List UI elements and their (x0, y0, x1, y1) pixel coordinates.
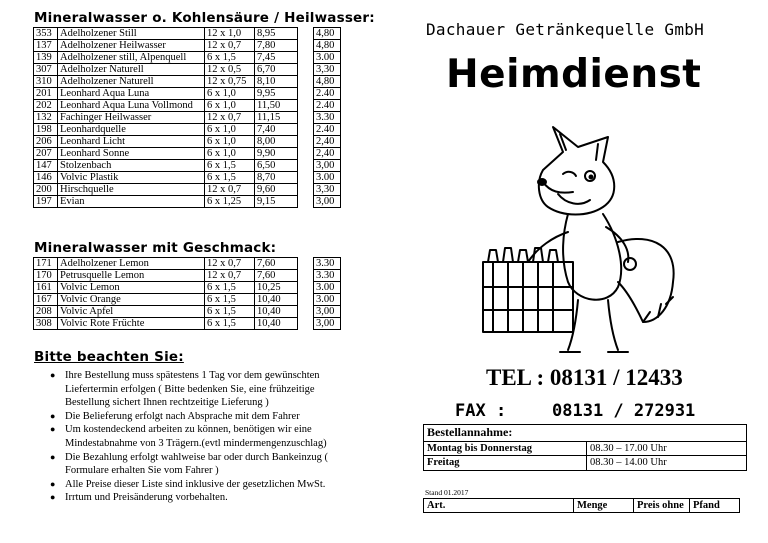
article-number: 146 (34, 172, 58, 184)
pack-size: 6 x 1,5 (205, 160, 255, 172)
table-row (34, 136, 341, 148)
spacer (298, 172, 314, 184)
spacer (298, 28, 314, 40)
price: 10,40 (255, 318, 298, 330)
flavored-water-title: Mineralwasser mit Geschmack: (34, 240, 277, 256)
list-item (50, 491, 350, 505)
price: 10,25 (255, 282, 298, 294)
order-hours-row (424, 441, 747, 456)
product-name: Leonhard Aqua Luna (58, 88, 205, 100)
spacer (298, 40, 314, 52)
deposit: 3,00 (314, 318, 341, 330)
deposit: 2.40 (314, 88, 341, 100)
price: 9,95 (255, 88, 298, 100)
table-row (34, 160, 341, 172)
product-name: Volvic Apfel (58, 306, 205, 318)
price: 7,80 (255, 40, 298, 52)
deposit: 3.00 (314, 282, 341, 294)
spacer (298, 318, 314, 330)
spacer (298, 100, 314, 112)
deposit: 3.00 (314, 294, 341, 306)
product-name: Adelholzener Naturell (58, 76, 205, 88)
price: 8,70 (255, 172, 298, 184)
stand-date: Stand 01.2017 (425, 488, 469, 497)
article-number: 208 (34, 306, 58, 318)
deposit: 4,80 (314, 40, 341, 52)
product-name: Volvic Rote Früchte (58, 318, 205, 330)
deposit: 3.30 (314, 270, 341, 282)
deposit: 2.40 (314, 100, 341, 112)
pack-size: 12 x 0,75 (205, 76, 255, 88)
order-hours-heading: Bestellannahme: (424, 425, 747, 442)
pack-size: 12 x 0,7 (205, 40, 255, 52)
pack-size: 6 x 1,0 (205, 100, 255, 112)
table-row (34, 196, 341, 208)
article-number: 307 (34, 64, 58, 76)
table-row (34, 270, 341, 282)
product-name: Hirschquelle (58, 184, 205, 196)
spacer (298, 294, 314, 306)
still-water-title: Mineralwasser o. Kohlensäure / Heilwasser: (34, 10, 375, 26)
deposit: 4,80 (314, 28, 341, 40)
pack-size: 6 x 1,5 (205, 282, 255, 294)
article-number: 147 (34, 160, 58, 172)
article-number: 207 (34, 148, 58, 160)
deposit: 3,00 (314, 306, 341, 318)
table-row (34, 318, 341, 330)
pack-size: 6 x 1,0 (205, 124, 255, 136)
article-number: 170 (34, 270, 58, 282)
spacer (298, 76, 314, 88)
product-name: Leonhard Aqua Luna Vollmond (58, 100, 205, 112)
article-number: 139 (34, 52, 58, 64)
deposit: 4,80 (314, 76, 341, 88)
table-row (34, 184, 341, 196)
deposit: 3,30 (314, 184, 341, 196)
table-row (34, 148, 341, 160)
deposit: 3.00 (314, 172, 341, 184)
deposit: 3,00 (314, 196, 341, 208)
service-title: Heimdienst (446, 52, 702, 97)
pack-size: 6 x 1,25 (205, 196, 255, 208)
product-name: Adelholzener Still (58, 28, 205, 40)
order-hours-row (424, 456, 747, 471)
spacer (298, 52, 314, 64)
pack-size: 12 x 1,0 (205, 28, 255, 40)
price: 6,70 (255, 64, 298, 76)
spacer (298, 148, 314, 160)
article-number: 161 (34, 282, 58, 294)
price: 10,40 (255, 306, 298, 318)
table-row (34, 100, 341, 112)
pack-size: 6 x 1,5 (205, 306, 255, 318)
spacer (298, 184, 314, 196)
pack-size: 6 x 1,0 (205, 148, 255, 160)
order-hours: 08.30 – 17.00 Uhr (587, 441, 747, 456)
product-name: Leonhard Licht (58, 136, 205, 148)
table-row (34, 52, 341, 64)
product-name: Adelholzener Lemon (58, 258, 205, 270)
flavored-water-table (33, 257, 341, 330)
deposit: 3.00 (314, 52, 341, 64)
price: 9,15 (255, 196, 298, 208)
product-name: Leonhard Sonne (58, 148, 205, 160)
table-row (34, 124, 341, 136)
form-col-art: Art. (424, 499, 574, 513)
price: 8,00 (255, 136, 298, 148)
price: 7,45 (255, 52, 298, 64)
pack-size: 6 x 1,5 (205, 172, 255, 184)
bullet-icon: ● (50, 478, 56, 489)
form-col-menge: Menge (574, 499, 634, 513)
note-text: Um kostendeckend arbeiten zu können, benötigen wir eine Mindestabnahme von 3 Trägern.(evtl mindermengenzuschlag) (65, 424, 327, 449)
spacer (298, 64, 314, 76)
table-row (34, 282, 341, 294)
product-name: Volvic Plastik (58, 172, 205, 184)
pack-size: 12 x 0,7 (205, 112, 255, 124)
pack-size: 6 x 1,0 (205, 136, 255, 148)
article-number: 201 (34, 88, 58, 100)
pack-size: 12 x 0,7 (205, 184, 255, 196)
note-text: Alle Preise dieser Liste sind inklusive der gesetzlichen MwSt. (65, 478, 326, 490)
note-text: Die Belieferung erfolgt nach Absprache mit dem Fahrer (65, 410, 300, 422)
table-row (34, 28, 341, 40)
company-name: Dachauer Getränkequelle GmbH (426, 20, 705, 39)
deposit: 2,40 (314, 148, 341, 160)
product-name: Volvic Lemon (58, 282, 205, 294)
article-number: 353 (34, 28, 58, 40)
telephone: TEL : 08131 / 12433 (486, 365, 683, 390)
form-col-pfand: Pfand (690, 499, 740, 513)
bullet-icon: ● (50, 451, 56, 462)
form-col-preis: Preis ohne (634, 499, 690, 513)
deposit: 3.30 (314, 112, 341, 124)
article-number: 197 (34, 196, 58, 208)
product-name: Evian (58, 196, 205, 208)
product-name: Petrusquelle Lemon (58, 270, 205, 282)
table-row (34, 172, 341, 184)
price: 8,95 (255, 28, 298, 40)
bullet-icon: ● (50, 410, 56, 421)
spacer (298, 270, 314, 282)
notes-list (50, 369, 350, 505)
note-text: Die Bezahlung erfolgt wahlweise bar oder durch Bankeinzug ( Formulare erhalten Sie vom Fahrer ) (65, 451, 328, 477)
deposit: 3,30 (314, 64, 341, 76)
deposit: 2,40 (314, 136, 341, 148)
order-form-header (423, 498, 740, 513)
list-item (50, 423, 350, 450)
list-item (50, 478, 350, 492)
product-name: Stolzenbach (58, 160, 205, 172)
note-text: Irrtum und Preisänderung vorbehalten. (65, 492, 228, 504)
price: 11,50 (255, 100, 298, 112)
price: 9,90 (255, 148, 298, 160)
pack-size: 12 x 0,7 (205, 258, 255, 270)
list-item (50, 451, 350, 478)
table-row (34, 306, 341, 318)
bullet-icon: ● (50, 492, 56, 503)
spacer (298, 136, 314, 148)
fax-label: FAX : (455, 401, 507, 421)
pack-size: 6 x 1,0 (205, 88, 255, 100)
spacer (298, 258, 314, 270)
fax-number: 08131 / 272931 (552, 401, 696, 421)
spacer (298, 282, 314, 294)
order-day: Freitag (424, 456, 587, 471)
price: 9,60 (255, 184, 298, 196)
table-row (34, 294, 341, 306)
fox-mascot-icon (468, 122, 686, 358)
price: 8,10 (255, 76, 298, 88)
price: 7,60 (255, 270, 298, 282)
list-item (50, 410, 350, 424)
still-water-table (33, 27, 341, 208)
article-number: 132 (34, 112, 58, 124)
pack-size: 6 x 1,5 (205, 52, 255, 64)
pack-size: 6 x 1,5 (205, 294, 255, 306)
order-hours-table (423, 424, 747, 471)
article-number: 167 (34, 294, 58, 306)
article-number: 206 (34, 136, 58, 148)
deposit: 3,00 (314, 160, 341, 172)
table-row (34, 88, 341, 100)
notes-title: Bitte beachten Sie: (34, 349, 184, 365)
order-hours: 08.30 – 14.00 Uhr (587, 456, 747, 471)
price: 10,40 (255, 294, 298, 306)
table-row (34, 112, 341, 124)
table-row (34, 64, 341, 76)
price: 7,60 (255, 258, 298, 270)
product-name: Volvic Orange (58, 294, 205, 306)
article-number: 200 (34, 184, 58, 196)
product-name: Adelholzer Naturell (58, 64, 205, 76)
spacer (298, 306, 314, 318)
article-number: 171 (34, 258, 58, 270)
spacer (298, 112, 314, 124)
bullet-icon: ● (50, 424, 56, 435)
spacer (298, 160, 314, 172)
article-number: 308 (34, 318, 58, 330)
spacer (298, 124, 314, 136)
deposit: 2.40 (314, 124, 341, 136)
product-name: Adelholzener Heilwasser (58, 40, 205, 52)
price: 7,40 (255, 124, 298, 136)
product-name: Fachinger Heilwasser (58, 112, 205, 124)
pack-size: 12 x 0,5 (205, 64, 255, 76)
order-day: Montag bis Donnerstag (424, 441, 587, 456)
article-number: 137 (34, 40, 58, 52)
product-name: Leonhardquelle (58, 124, 205, 136)
table-row (34, 40, 341, 52)
pack-size: 12 x 0,7 (205, 270, 255, 282)
price: 6,50 (255, 160, 298, 172)
spacer (298, 88, 314, 100)
spacer (298, 196, 314, 208)
bullet-icon: ● (50, 370, 56, 380)
table-row (34, 76, 341, 88)
article-number: 310 (34, 76, 58, 88)
list-item (50, 369, 350, 410)
product-name: Adelholzener still, Alpenquell (58, 52, 205, 64)
deposit: 3.30 (314, 258, 341, 270)
article-number: 202 (34, 100, 58, 112)
price: 11,15 (255, 112, 298, 124)
article-number: 198 (34, 124, 58, 136)
pack-size: 6 x 1,5 (205, 318, 255, 330)
note-text: Ihre Bestellung muss spätestens 1 Tag vor dem gewünschten Liefertermin erfolgen ( Bitte bedenken Sie, eine frühzeitige Bestellung sichert Ihnen rechtzeitige Lieferung ) (65, 370, 320, 409)
table-row (34, 258, 341, 270)
